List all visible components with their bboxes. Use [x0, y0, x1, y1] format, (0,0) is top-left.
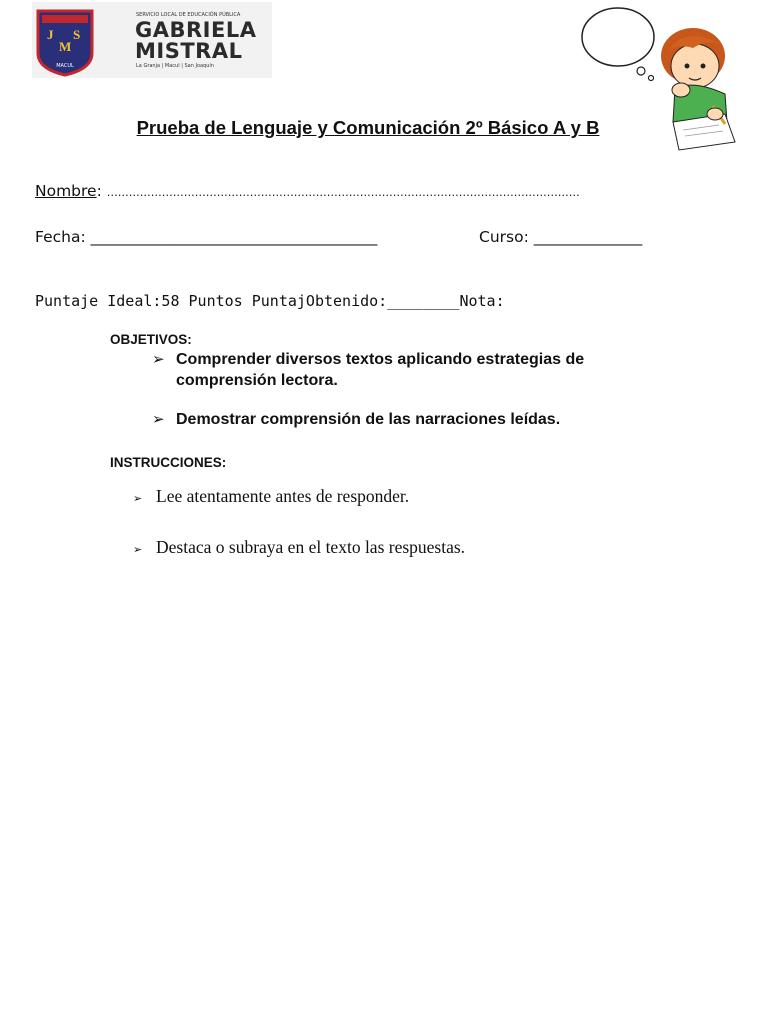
org-title-line2: MISTRAL — [135, 39, 243, 63]
objetivo-text-1: Comprender diversos textos aplicando estrategias de — [176, 351, 585, 368]
org-subtitle: La Granja | Macul | San Joaquín — [136, 63, 214, 69]
arrowhead-bullet-icon: ➢ — [133, 492, 143, 505]
puntaje-line: Puntaje Ideal:58 Puntos PuntajObtenido:________Nota: — [35, 292, 505, 310]
document-title: Prueba de Lenguaje y Comunicación 2º Básico A y B — [136, 117, 600, 138]
org-small-text: SERVICIO LOCAL DE EDUCACIÓN PÚBLICA — [136, 12, 241, 18]
instruccion-text-2: Destaca o subraya en el texto las respuestas. — [156, 537, 466, 557]
curso-field[interactable]: ______________ — [533, 228, 643, 246]
fecha-label: Fecha — [35, 228, 81, 246]
arrowhead-bullet-icon: ➢ — [152, 350, 165, 368]
instrucciones-heading: INSTRUCCIONES: — [110, 455, 227, 470]
objetivo-text-2: Demostrar comprensión de las narraciones leídas. — [176, 411, 561, 428]
nombre-field[interactable]: ………………………………………………………………………………………………………………… — [106, 186, 580, 199]
shield-letter-m: M — [59, 39, 72, 54]
shield-letter-s: S — [73, 27, 81, 42]
school-shield-logo — [36, 9, 94, 77]
objetivo-item-1 — [152, 349, 165, 370]
nombre-row — [35, 182, 580, 200]
fecha-row: Fecha: _____________________________________ — [35, 228, 378, 246]
curso-row: Curso: ______________ — [479, 228, 643, 246]
instruccion-item-2 — [133, 537, 142, 558]
nombre-label: Nombre — [35, 182, 97, 200]
instruccion-item-1 — [133, 486, 142, 507]
nombre-colon: : — [96, 182, 107, 200]
arrowhead-bullet-icon: ➢ — [152, 410, 165, 428]
objetivo-text-1-cont: comprensión lectora. — [176, 372, 338, 389]
fecha-field[interactable]: _____________________________________ — [90, 228, 378, 246]
shield-caption: MACUL — [56, 63, 74, 69]
shield-letter-j: J — [47, 27, 54, 42]
objetivo-item-2 — [152, 409, 165, 430]
org-title-line1: GABRIELA — [135, 18, 257, 42]
instruccion-text-1: Lee atentamente antes de responder. — [156, 486, 410, 506]
org-logo-title — [135, 20, 256, 62]
objetivos-heading: OBJETIVOS: — [110, 332, 192, 347]
curso-label: Curso — [479, 228, 524, 246]
arrowhead-bullet-icon: ➢ — [133, 543, 143, 556]
thought-bubble-icon — [582, 8, 654, 81]
